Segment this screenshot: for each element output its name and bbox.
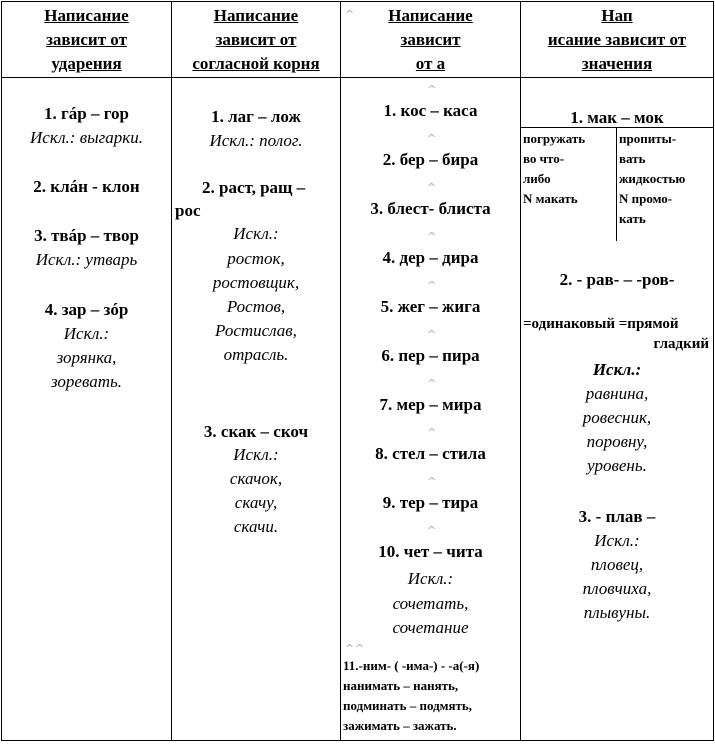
meaning-line: вать	[619, 151, 646, 166]
rule-8: 8. стел – стила	[375, 444, 486, 463]
exception: Ростислав,	[215, 321, 297, 340]
header-line: Написание	[213, 5, 299, 25]
column-header	[521, 2, 713, 77]
exception: скачок,	[229, 469, 283, 488]
rule-3: 3. - плав –	[578, 507, 656, 526]
rule-1: 1. кос – каса	[383, 101, 478, 120]
rule-2-meanings: =одинаковый =прямой	[523, 316, 679, 332]
rule-2: 2. - рав- – -ров-	[559, 270, 675, 289]
caret-mark: ^	[427, 181, 437, 194]
column-consonant	[172, 2, 340, 740]
column-header	[172, 2, 340, 77]
exception: росток,	[227, 249, 285, 268]
caret-mark: ^	[427, 426, 437, 439]
rule-3: 3. скак – скоч	[203, 422, 309, 441]
exception-label: Искл.:	[407, 569, 454, 588]
meaning-line: либо	[523, 171, 551, 186]
header-line: ударения	[51, 53, 122, 73]
header-line: значения	[581, 53, 653, 73]
caret-mark: ^	[345, 642, 355, 655]
caret-mark: ^	[427, 328, 437, 341]
exception: поровну,	[586, 432, 648, 451]
exception: Искл.: выгарки.	[30, 128, 143, 147]
exception: пловчиха,	[582, 579, 652, 598]
rule-2: 2. бер – бира	[382, 150, 479, 169]
caret-mark: ^	[427, 279, 437, 292]
header-line: зависит от	[215, 29, 297, 49]
meaning-line: во что-	[523, 151, 565, 166]
meaning-line: кать	[619, 211, 646, 226]
meaning-line: пропиты-	[619, 131, 677, 146]
exception: Искл.: утварь	[35, 250, 138, 269]
rule-5: 5. жег – жига	[380, 297, 481, 316]
sub-divider	[616, 127, 617, 241]
meaning-line: погружать	[523, 131, 586, 146]
header-line: зависит	[400, 29, 461, 49]
exception: уровень.	[587, 456, 647, 475]
rule-1: 1. гáр – гор	[44, 104, 129, 123]
rule-11: 11.-ним- ( -има-) - -а(-я)	[343, 658, 480, 673]
rule-6: 6. пер – пира	[381, 346, 480, 365]
exception-label: Искл.:	[594, 531, 640, 550]
exception: плывуны.	[583, 603, 651, 622]
header-line: от а	[415, 53, 446, 73]
header-line: Нап	[601, 5, 633, 25]
caret-mark: ^	[427, 524, 437, 537]
exception: Ростов,	[226, 297, 286, 316]
rule-7: 7. мер – мира	[379, 395, 482, 414]
caret-mark: ^	[427, 83, 437, 96]
rule-11-example: зажимать – зажать.	[343, 718, 457, 733]
header-line: согласной корня	[192, 53, 320, 73]
caret-mark: ^	[427, 377, 437, 390]
rule-10: 10. чет – чита	[378, 542, 483, 561]
exception: скачи.	[233, 517, 279, 536]
meaning-left	[523, 129, 615, 209]
exception-label: Искл.:	[233, 445, 279, 464]
exception: ровесник,	[582, 408, 652, 427]
exception: зорянка,	[56, 348, 117, 367]
caret-mark: ^	[345, 8, 355, 21]
rule-4: 4. дер – дира	[382, 248, 479, 267]
rule-9: 9. тер – тира	[382, 493, 479, 512]
meaning-line: N промо-	[619, 191, 673, 206]
caret-mark: ^	[355, 642, 365, 655]
exception: равнина,	[585, 384, 649, 403]
exception: пловец,	[590, 555, 644, 574]
rule-1: 1. лаг – лож	[211, 107, 301, 126]
rule-2: 2. раст, ращ –	[202, 178, 306, 197]
rule-1: 1. мак – мок	[570, 108, 664, 127]
exception: зоревать.	[51, 372, 122, 391]
rule-11-example: нанимать – нанять,	[343, 678, 459, 693]
exception-label: Искл.:	[233, 224, 279, 243]
column-header	[341, 2, 520, 77]
header-line: исание зависит от	[547, 29, 687, 49]
sub-divider	[521, 127, 713, 128]
exception: сочетать,	[392, 594, 469, 613]
exception-label: Искл.:	[63, 324, 110, 343]
rule-2-meanings: гладкий	[653, 336, 709, 352]
exception: скачу,	[234, 493, 278, 512]
header-line: Написание	[388, 5, 473, 25]
rule-11-example: подминать – подмять,	[343, 698, 473, 713]
meaning-line: жидкостью	[619, 171, 686, 186]
column-stress	[2, 2, 171, 740]
exception-label: Искл.:	[592, 360, 642, 379]
caret-mark: ^	[427, 475, 437, 488]
rule-4: 4. зар – зóр	[44, 300, 129, 319]
column-header	[2, 2, 171, 77]
rule-2-cont: рос	[175, 201, 201, 220]
meaning-right	[619, 129, 711, 229]
header-line: зависит от	[46, 29, 127, 49]
column-meaning	[521, 2, 713, 740]
exception: Искл.: полог.	[209, 131, 303, 150]
exception: ростовщик,	[212, 273, 300, 292]
rules-table	[1, 1, 714, 741]
exception: отрасль.	[223, 345, 289, 364]
caret-mark: ^	[427, 230, 437, 243]
rule-3: 3. твáр – твор	[34, 226, 139, 245]
exception: сочетание	[392, 618, 469, 637]
header-line: Написание	[44, 5, 129, 25]
caret-mark: ^	[427, 132, 437, 145]
rule-3: 3. блест- блиста	[370, 199, 491, 218]
rule-2: 2. клáн - клон	[33, 177, 140, 196]
column-suffix-a	[341, 2, 520, 740]
meaning-line: N макать	[523, 191, 578, 206]
